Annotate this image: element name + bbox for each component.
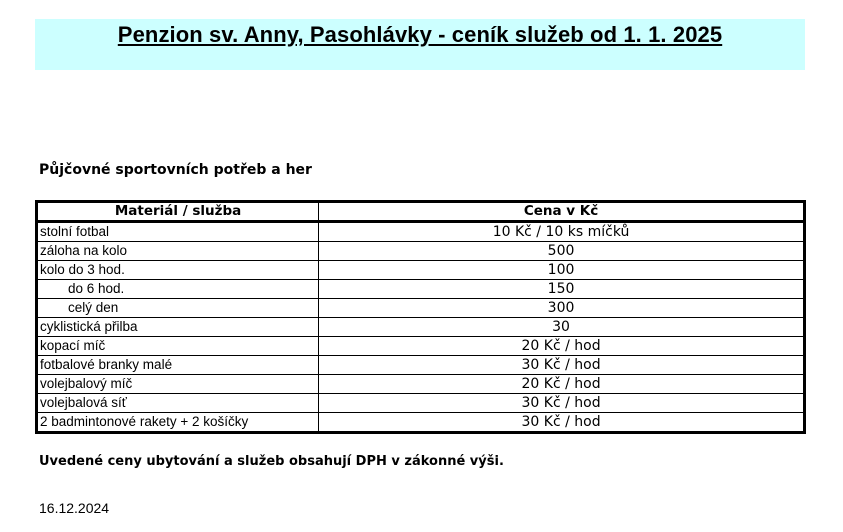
document-date: 16.12.2024: [39, 500, 110, 516]
table-row: [37, 375, 805, 394]
title-banner: [35, 19, 805, 70]
column-header-price: Cena v Kč: [319, 202, 805, 222]
price-cell: 20 Kč / hod: [319, 337, 805, 356]
price-table: [35, 200, 806, 434]
table-row: [37, 261, 805, 280]
table-body: [37, 222, 805, 433]
service-name-cell: celý den: [37, 299, 319, 318]
price-cell: 30 Kč / hod: [319, 394, 805, 413]
price-cell: 30: [319, 318, 805, 337]
service-name-cell: volejbalový míč: [37, 375, 319, 394]
service-name-cell: kopací míč: [37, 337, 319, 356]
price-cell: 10 Kč / 10 ks míčků: [319, 222, 805, 242]
service-name-cell: cyklistická přilba: [37, 318, 319, 337]
service-name-cell: kolo do 3 hod.: [37, 261, 319, 280]
price-cell: 100: [319, 261, 805, 280]
table-row: [37, 394, 805, 413]
service-name-cell: 2 badmintonové rakety + 2 košíčky: [37, 413, 319, 433]
table-row: [37, 356, 805, 375]
table-header-row: [37, 202, 805, 222]
table-row: [37, 337, 805, 356]
table-row: [37, 280, 805, 299]
page-title: Penzion sv. Anny, Pasohlávky - ceník služeb od 1. 1. 2025: [117, 22, 723, 47]
service-name-cell: fotbalové branky malé: [37, 356, 319, 375]
service-name-cell: do 6 hod.: [37, 280, 319, 299]
price-cell: 30 Kč / hod: [319, 413, 805, 433]
service-name-cell: stolní fotbal: [37, 222, 319, 242]
table-row: [37, 318, 805, 337]
price-cell: 150: [319, 280, 805, 299]
price-cell: 20 Kč / hod: [319, 375, 805, 394]
service-name-cell: volejbalová síť: [37, 394, 319, 413]
vat-note: Uvedené ceny ubytování a služeb obsahují DPH v zákonné výši.: [39, 454, 504, 469]
column-header-item: Materiál / služba: [37, 202, 319, 222]
price-cell: 500: [319, 242, 805, 261]
table-row: [37, 222, 805, 242]
table-row: [37, 413, 805, 433]
price-cell: 30 Kč / hod: [319, 356, 805, 375]
table-row: [37, 242, 805, 261]
table-row: [37, 299, 805, 318]
price-cell: 300: [319, 299, 805, 318]
service-name-cell: záloha na kolo: [37, 242, 319, 261]
section-heading: Půjčovné sportovních potřeb a her: [39, 162, 312, 178]
